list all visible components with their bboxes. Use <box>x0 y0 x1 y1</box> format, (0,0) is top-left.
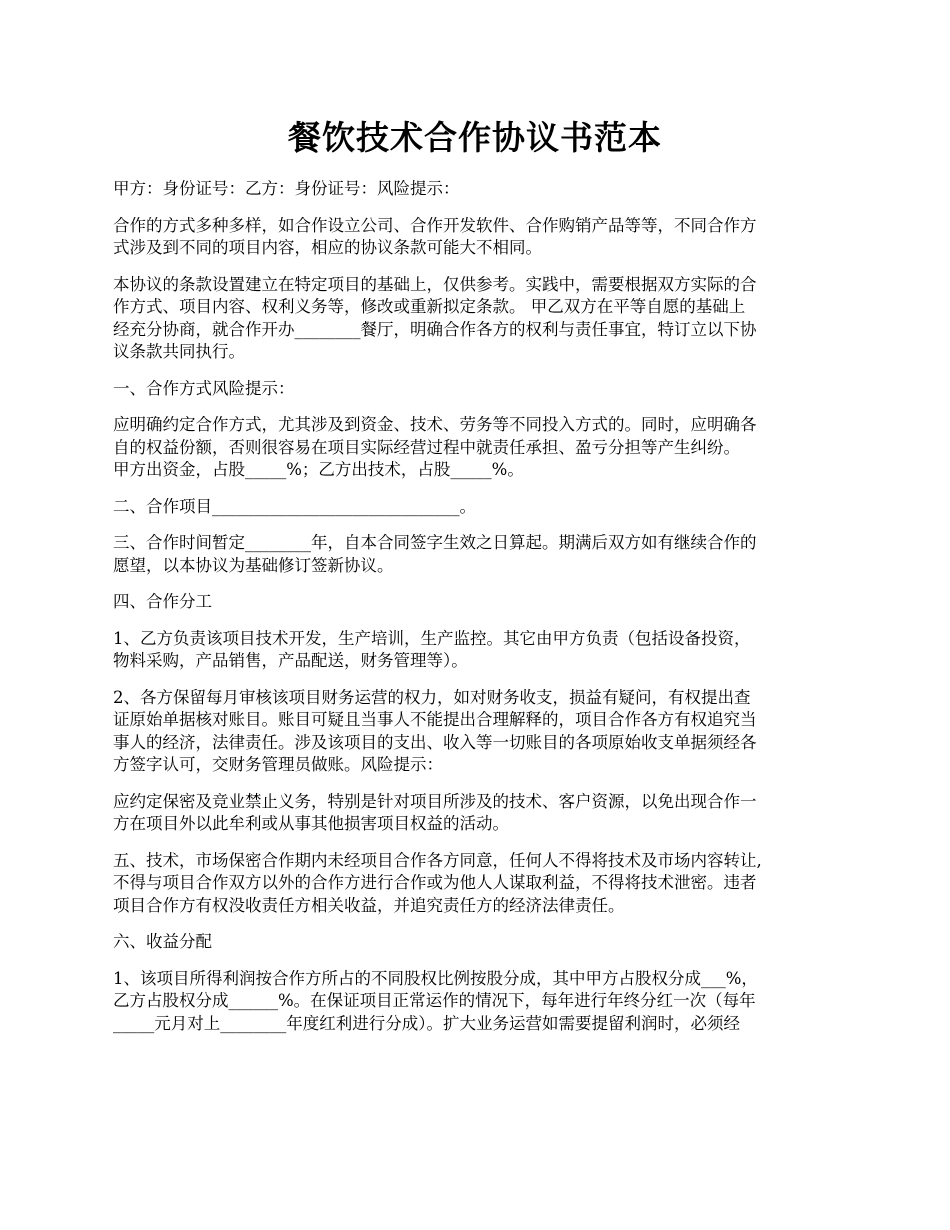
paragraph <box>113 178 843 201</box>
text-line: 应约定保密及竞业禁止义务，特别是针对项目所涉及的技术、客户资源，以免出现合作一 <box>113 791 757 811</box>
text-line: 六、收益分配 <box>113 932 212 951</box>
text-line: 1、该项目所得利润按合作方所占的不同股权比例按股分成，其中甲方占股权分成___%， <box>113 968 758 988</box>
paragraph <box>113 931 843 954</box>
text-line: 事人的经济，法律责任。涉及该项目的支出、收入等一切账目的各项原始收支单据须经各 <box>113 732 757 752</box>
paragraph <box>113 378 843 401</box>
text-line: 1、乙方负责该项目技术开发，生产培训，生产监控。其它由甲方负责（包括设备投资， <box>113 628 751 648</box>
text-line: 不得与项目合作双方以外的合作方进行合作或为他人人谋取利益，不得将技术泄密。违者 <box>113 873 757 892</box>
paragraph <box>113 215 843 260</box>
paragraph <box>113 532 843 577</box>
text-line: 方签字认可，交财务管理员做账。风险提示： <box>113 755 443 774</box>
paragraph <box>113 968 843 1036</box>
text-line: 作方式、项目内容、权利义务等，修改或重新拟定条款。 甲乙双方在平等自愿的基础上 <box>113 297 746 316</box>
paragraph <box>113 496 843 519</box>
paragraph <box>113 791 843 836</box>
text-line: 2、各方保留每月审核该项目财务运营的权力，如对财务收支，损益有疑问，有权提出查 <box>113 687 751 707</box>
text-line: 本协议的条款设置建立在特定项目的基础上，仅供参考。实践中，需要根据双方实际的合 <box>113 274 757 294</box>
text-line: 五、技术，市场保密合作期内未经项目合作各方同意，任何人不得将技术及市场内容转让, <box>113 850 762 870</box>
text-line: 三、合作时间暂定________年，自本合同签字生效之日算起。期满后双方如有继续合作的 <box>113 533 757 552</box>
text-line: 乙方占股权分成______%。在保证项目正常运作的情况下，每年进行年终分红一次（每年 <box>113 991 756 1010</box>
text-line: 自的权益份额，否则很容易在项目实际经营过程中就责任承担、盈亏分担等产生纠纷。 <box>113 437 740 457</box>
text-line: 议条款共同执行。 <box>113 342 245 361</box>
text-line: 四、合作分工 <box>113 592 212 611</box>
text-line: 甲方出资金，占股_____%；乙方出技术，占股_____%。 <box>113 460 524 479</box>
text-line: 项目合作方有权没收责任方相关收益，并追究责任方的经济法律责任。 <box>113 895 625 915</box>
document-body <box>113 178 843 1049</box>
text-line: 证原始单据核对账目。账目可疑且当事人不能提出合理解释的，项目合作各方有权追究当 <box>113 710 757 729</box>
text-line: 应明确约定合作方式，尤其涉及到资金、技术、劳务等不同投入方式的。同时，应明确各 <box>113 415 757 434</box>
paragraph <box>113 274 843 364</box>
paragraph <box>113 591 843 614</box>
paragraph <box>113 850 843 918</box>
text-line: _____元月对上________年度红利进行分成）。扩大业务运营如需要提留利润时，必须经 <box>113 1013 740 1033</box>
text-line: 式涉及到不同的项目内容，相应的协议条款可能大不相同。 <box>113 238 542 257</box>
paragraph <box>113 414 843 482</box>
text-line: 愿望，以本协议为基础修订签新协议。 <box>113 555 394 575</box>
text-line: 经充分协商，就合作开办________餐厅，明确合作各方的权利与责任事宜，特订立以下协 <box>113 319 757 339</box>
text-line: 物料采购，产品销售，产品配送，财务管理等）。 <box>113 651 468 670</box>
text-line: 二、合作项目______________________________。 <box>113 496 476 516</box>
paragraph <box>113 628 843 673</box>
paragraph <box>113 687 843 777</box>
text-line: 甲方：身份证号：乙方：身份证号：风险提示： <box>113 179 460 198</box>
text-line: 方在项目外以此牟利或从事其他损害项目权益的活动。 <box>113 814 509 833</box>
document-title: 餐饮技术合作协议书范本 <box>288 118 662 157</box>
text-line: 一、合作方式风险提示： <box>113 378 295 398</box>
text-line: 合作的方式多种多样，如合作设立公司、合作开发软件、合作购销产品等等，不同合作方 <box>113 215 757 235</box>
